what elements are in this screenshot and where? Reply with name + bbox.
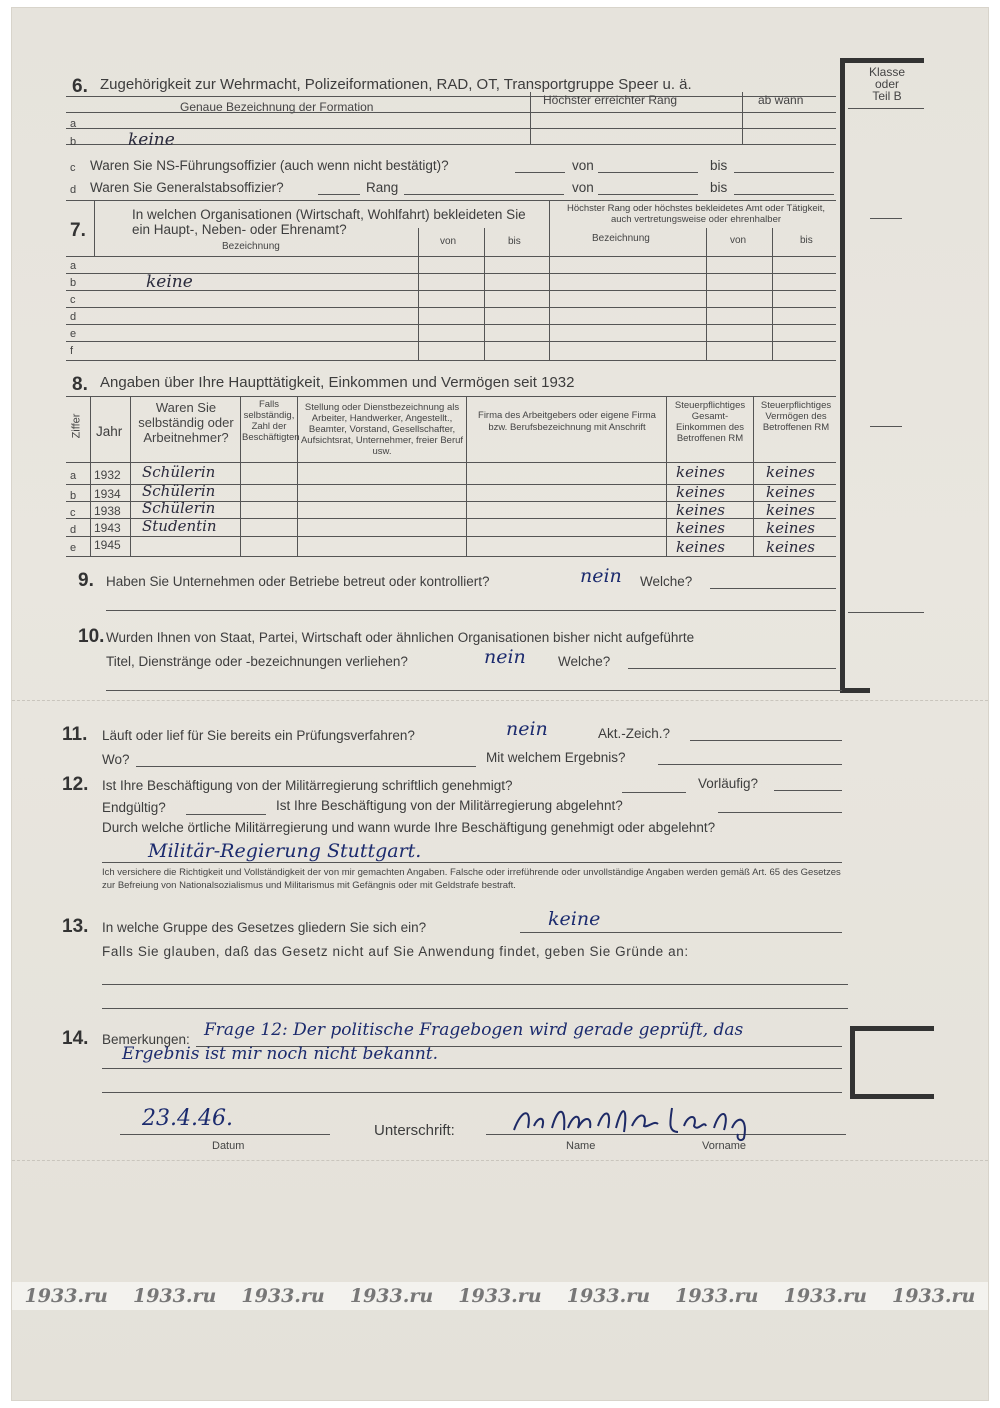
watermark: 1933.ru [24,1285,108,1307]
section-13-number: 13. [62,916,89,937]
section-12-question-2: Ist Ihre Beschäftigung von der Militärregierung abgelehnt? [276,798,623,813]
section-7-title: In welchen Organisationen (Wirtschaft, Wohlfahrt) bekleideten Sie ein Haupt-, Neben- oder Ehrenamt? [132,207,526,237]
q-general-staff: Waren Sie Generalstabsoffizier? [90,180,284,195]
watermark-strip [12,1282,988,1310]
table-row: b [70,490,77,502]
section-7-answer: keine [146,272,193,292]
section-13-answer: keine [548,908,601,930]
section-10-number: 10. [78,626,105,647]
q-ns-officer: Waren Sie NS-Führungsoffizier (auch wenn nicht bestätigt)? [90,158,449,173]
signature-date: 23.4.46. [142,1106,233,1131]
col-falls: Falls selbständig, Zahl der Beschäftigten [242,399,300,443]
remarks-box-left [850,1026,855,1098]
section-12-number: 12. [62,774,89,795]
col-abwann: ab wann [758,93,804,107]
watermark: 1933.ru [132,1285,217,1307]
col-firma: Firma des Arbeitgebers oder eigene Firma bzw. Berufsbezeichnung mit Anschrift [478,410,656,433]
section-6-answer: keine [128,130,175,150]
section-6-title: Zugehörigkeit zur Wehrmacht, Polizeiformationen, RAD, OT, Transportgruppe Speer u. ä. [100,76,692,93]
table-row: d [70,524,77,536]
col-vermoegen: Steuerpflichtiges Vermögen des Betroffenen RM [760,400,832,433]
watermark: 1933.ru [675,1285,759,1307]
watermark: 1933.ru [566,1285,651,1307]
col-jahr: Jahr [96,424,123,439]
section-12-answer: Militär-Regierung Stuttgart. [148,840,422,862]
watermark: 1933.ru [241,1285,325,1307]
section-6-number: 6. [72,76,88,97]
section-7-right-header: Höchster Rang oder höchstes bekleidetes Amt oder Tätigkeit, auch vertretungsweise oder ehrenhalber [566,203,826,225]
class-column-title: Klasse oder Teil B [868,65,906,103]
section-13-question: In welche Gruppe des Gesetzes gliedern Sie sich ein? [102,920,427,935]
signature-label: Unterschrift: [374,1122,455,1139]
col-selbst: Waren Sie selbständig oder Arbeitnehmer? [138,400,234,445]
col-stellung: Stellung oder Dienstbezeichnung als Arbeiter, Handwerker, Angestellt., Beamter, Vorstand, Gesellschafter, Aufsichtsrat, Unternehmer, freier Beruf usw. [300,402,464,457]
section-11-answer: nein [506,718,548,740]
remarks-box-bottom [850,1094,934,1099]
col-ziffer: Ziffer [70,413,83,439]
remarks-line-2: Ergebnis ist mir noch nicht bekannt. [122,1044,439,1064]
section-10-answer: nein [484,646,526,668]
col-einkommen: Steuerpflichtiges Gesamt-Einkommen des Betroffenen RM [674,400,746,444]
watermark: 1933.ru [349,1285,434,1307]
section-12-question-3: Durch welche örtliche Militärregierung und wann wurde Ihre Beschäftigung genehmigt oder abgelehnt? [102,820,716,835]
handwritten-signature [508,1098,788,1148]
section-8-number: 8. [72,374,88,395]
watermark: 1933.ru [892,1285,976,1307]
remarks-label: Bemerkungen: [102,1032,190,1047]
section-11-number: 11. [62,724,88,745]
section-14-number: 14. [62,1028,89,1049]
watermark: 1933.ru [458,1285,542,1307]
section-8-title: Angaben über Ihre Haupttätigkeit, Einkommen und Vermögen seit 1932 [100,374,575,391]
table-row: e [70,542,77,554]
section-10-question-2: Titel, Dienstränge oder -bezeichnungen verliehen? [106,654,408,669]
section-13-question-2: Falls Sie glauben, daß das Gesetz nicht auf Sie Anwendung findet, geben Sie Gründe an: [102,944,689,959]
class-column-top [840,58,924,63]
col-formation: Genaue Bezeichnung der Formation [180,100,374,114]
section-7-number: 7. [70,220,86,241]
section-10-question-1: Wurden Ihnen von Staat, Partei, Wirtschaft oder ähnlichen Organisationen bisher nicht aufgeführte [106,630,695,645]
section-9-number: 9. [78,570,94,591]
section-9-answer: nein [580,565,622,587]
declaration-text: Ich versichere die Richtigkeit und Vollständigkeit der von mir gemachten Angaben. Falsche oder irreführende oder unvollständige Angaben werden gemäß Art. 65 des Gesetzes zur Befreiung von Nationalsozialismus und Militarismus mit Gefängnis oder mit Geldstrafe bestraft. [102,867,841,891]
section-11-question: Läuft oder lief für Sie bereits ein Prüfungsverfahren? [102,728,415,743]
col-rang: Höchster erreichter Rang [543,93,678,107]
table-row: c [70,507,76,519]
section-12-question-1: Ist Ihre Beschäftigung von der Militärregierung schriftlich genehmigt? [102,778,513,793]
remarks-box-top [850,1026,934,1031]
watermark: 1933.ru [783,1285,867,1307]
remarks-line-1: Frage 12: Der politische Fragebogen wird gerade geprüft, das [204,1020,744,1040]
class-column-border [840,60,845,692]
section-9-question: Haben Sie Unternehmen oder Betriebe betreut oder kontrolliert? [106,574,490,589]
table-row: a [70,470,77,482]
class-column-bottom [840,688,870,693]
